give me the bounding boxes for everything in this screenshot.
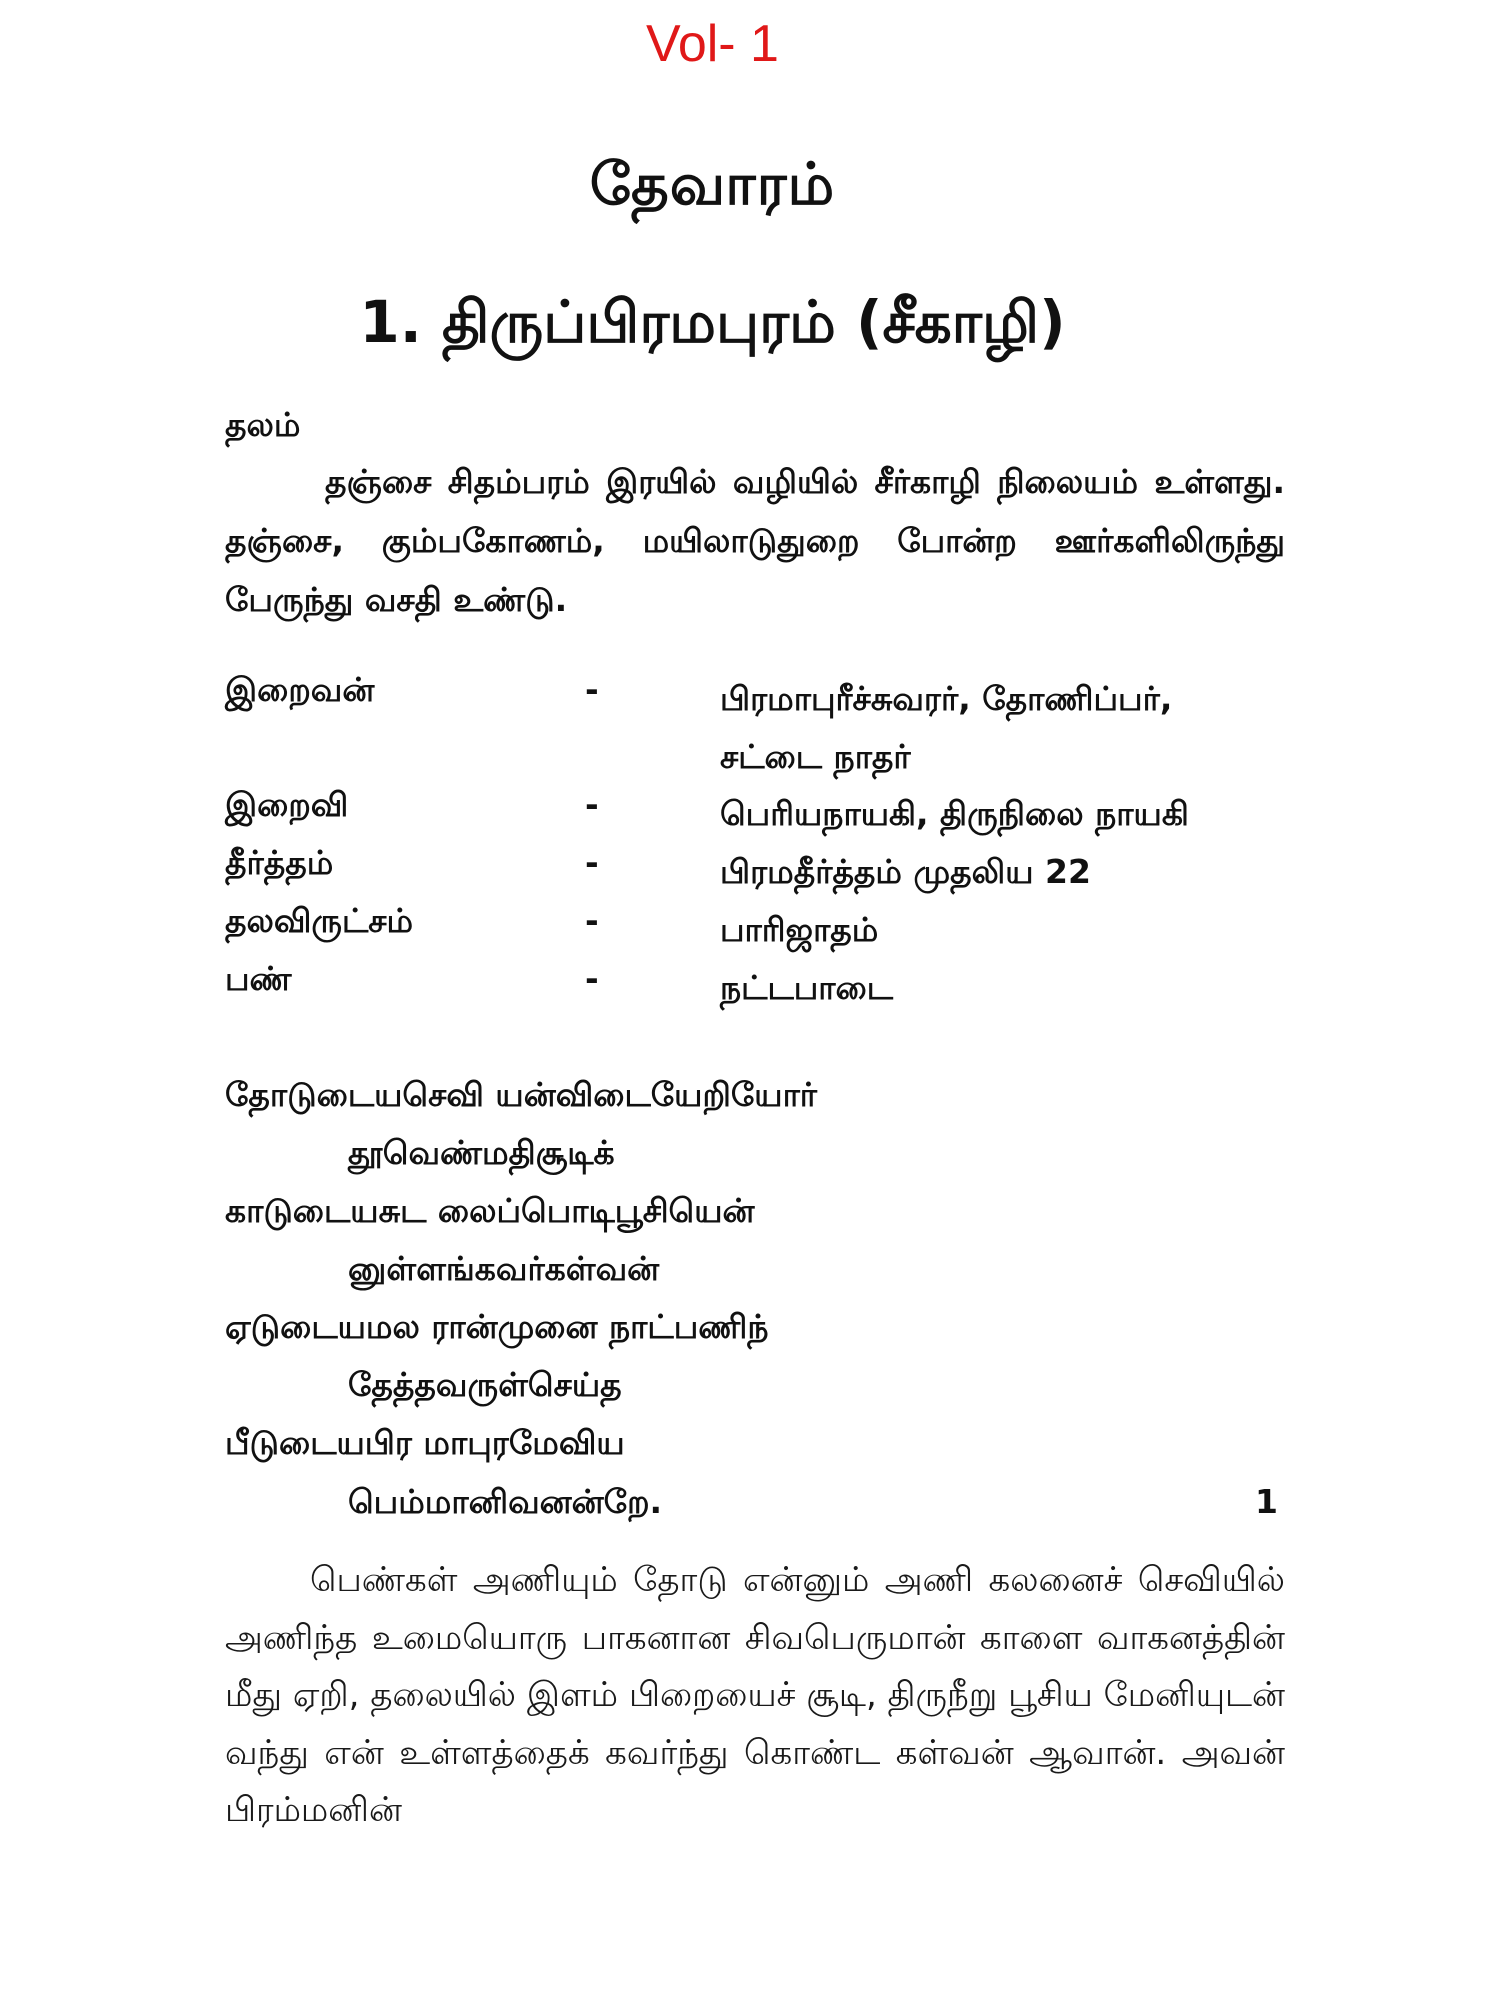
- verse-line: தோடுடையசெவி யன்விடையேறியோர்: [225, 1075, 818, 1114]
- info-key: இறைவி: [225, 785, 349, 824]
- info-key: தலவிருட்சம்: [225, 901, 414, 940]
- verse-line: பீடுடையபிர மாபுரமேவிய: [225, 1423, 625, 1462]
- verse-line: தூவெண்மதிசூடிக்: [348, 1133, 615, 1172]
- info-dash: -: [585, 901, 599, 940]
- info-key: தீர்த்தம்: [225, 843, 334, 882]
- commentary-paragraph: பெண்கள் அணியும் தோடு என்னும் அணி கலனைச் செவியில் அணிந்த உமையொரு பாகனான சிவபெருமான் காளை வாகனத்தின் மீது ஏறி, தலையில் இளம் பிறையைச் சூடி, திருநீறு பூசிய மேனியுடன் வந்து என் உள்ளத்தைக் கவர்ந்து கொண்ட கள்வன் ஆவான். அவன் பிரம்மனின்: [225, 1560, 1285, 1830]
- info-row-deity: [225, 670, 1285, 776]
- info-dash: -: [585, 843, 599, 882]
- info-row-theertham: [225, 843, 1285, 901]
- verse-line: ஏடுடையமல ரான்முனை நாட்பணிந்: [225, 1307, 769, 1346]
- info-value: பிரமதீர்த்தம் முதலிய 22: [720, 852, 1091, 891]
- info-row-tree: [225, 901, 1285, 959]
- location-description: தஞ்சை சிதம்பரம் இரயில் வழியில் சீர்காழி நிலையம் உள்ளது. தஞ்சை, கும்பகோணம், மயிலாடுதுறை போன்ற ஊர்களிலிருந்து பேருந்து வசதி உண்டு.: [225, 462, 1285, 619]
- info-key: பண்: [225, 959, 292, 998]
- page-title: தேவாரம்: [589, 150, 836, 218]
- info-dash: -: [585, 959, 599, 998]
- info-value: பாரிஜாதம்: [720, 910, 879, 949]
- chapter-title: 1. திருப்பிரமபுரம் (சீகாழி): [359, 288, 1066, 356]
- verse-line: காடுடையசுட லைப்பொடிபூசியென்: [225, 1191, 755, 1230]
- info-row-pann: [225, 959, 1285, 1017]
- info-dash: -: [585, 670, 599, 709]
- volume-label: Vol- 1: [646, 15, 779, 73]
- info-key: இறைவன்: [225, 670, 375, 709]
- info-dash: -: [585, 785, 599, 824]
- location-label: தலம்: [225, 405, 301, 444]
- info-value: பிரமாபுரீச்சுவரர், தோணிப்பர், சட்டை நாதர்: [720, 679, 1173, 776]
- verse-number: 1: [1255, 1482, 1278, 1521]
- info-value: நட்டபாடை: [720, 968, 893, 1007]
- info-value: பெரியநாயகி, திருநிலை நாயகி: [720, 794, 1189, 833]
- info-row-goddess: [225, 785, 1285, 843]
- verse-line: னுள்ளங்கவர்கள்வன்: [348, 1249, 660, 1288]
- verse-line: பெம்மானிவனன்றே.: [348, 1482, 663, 1521]
- verse-line: தேத்தவருள்செய்த: [348, 1365, 622, 1404]
